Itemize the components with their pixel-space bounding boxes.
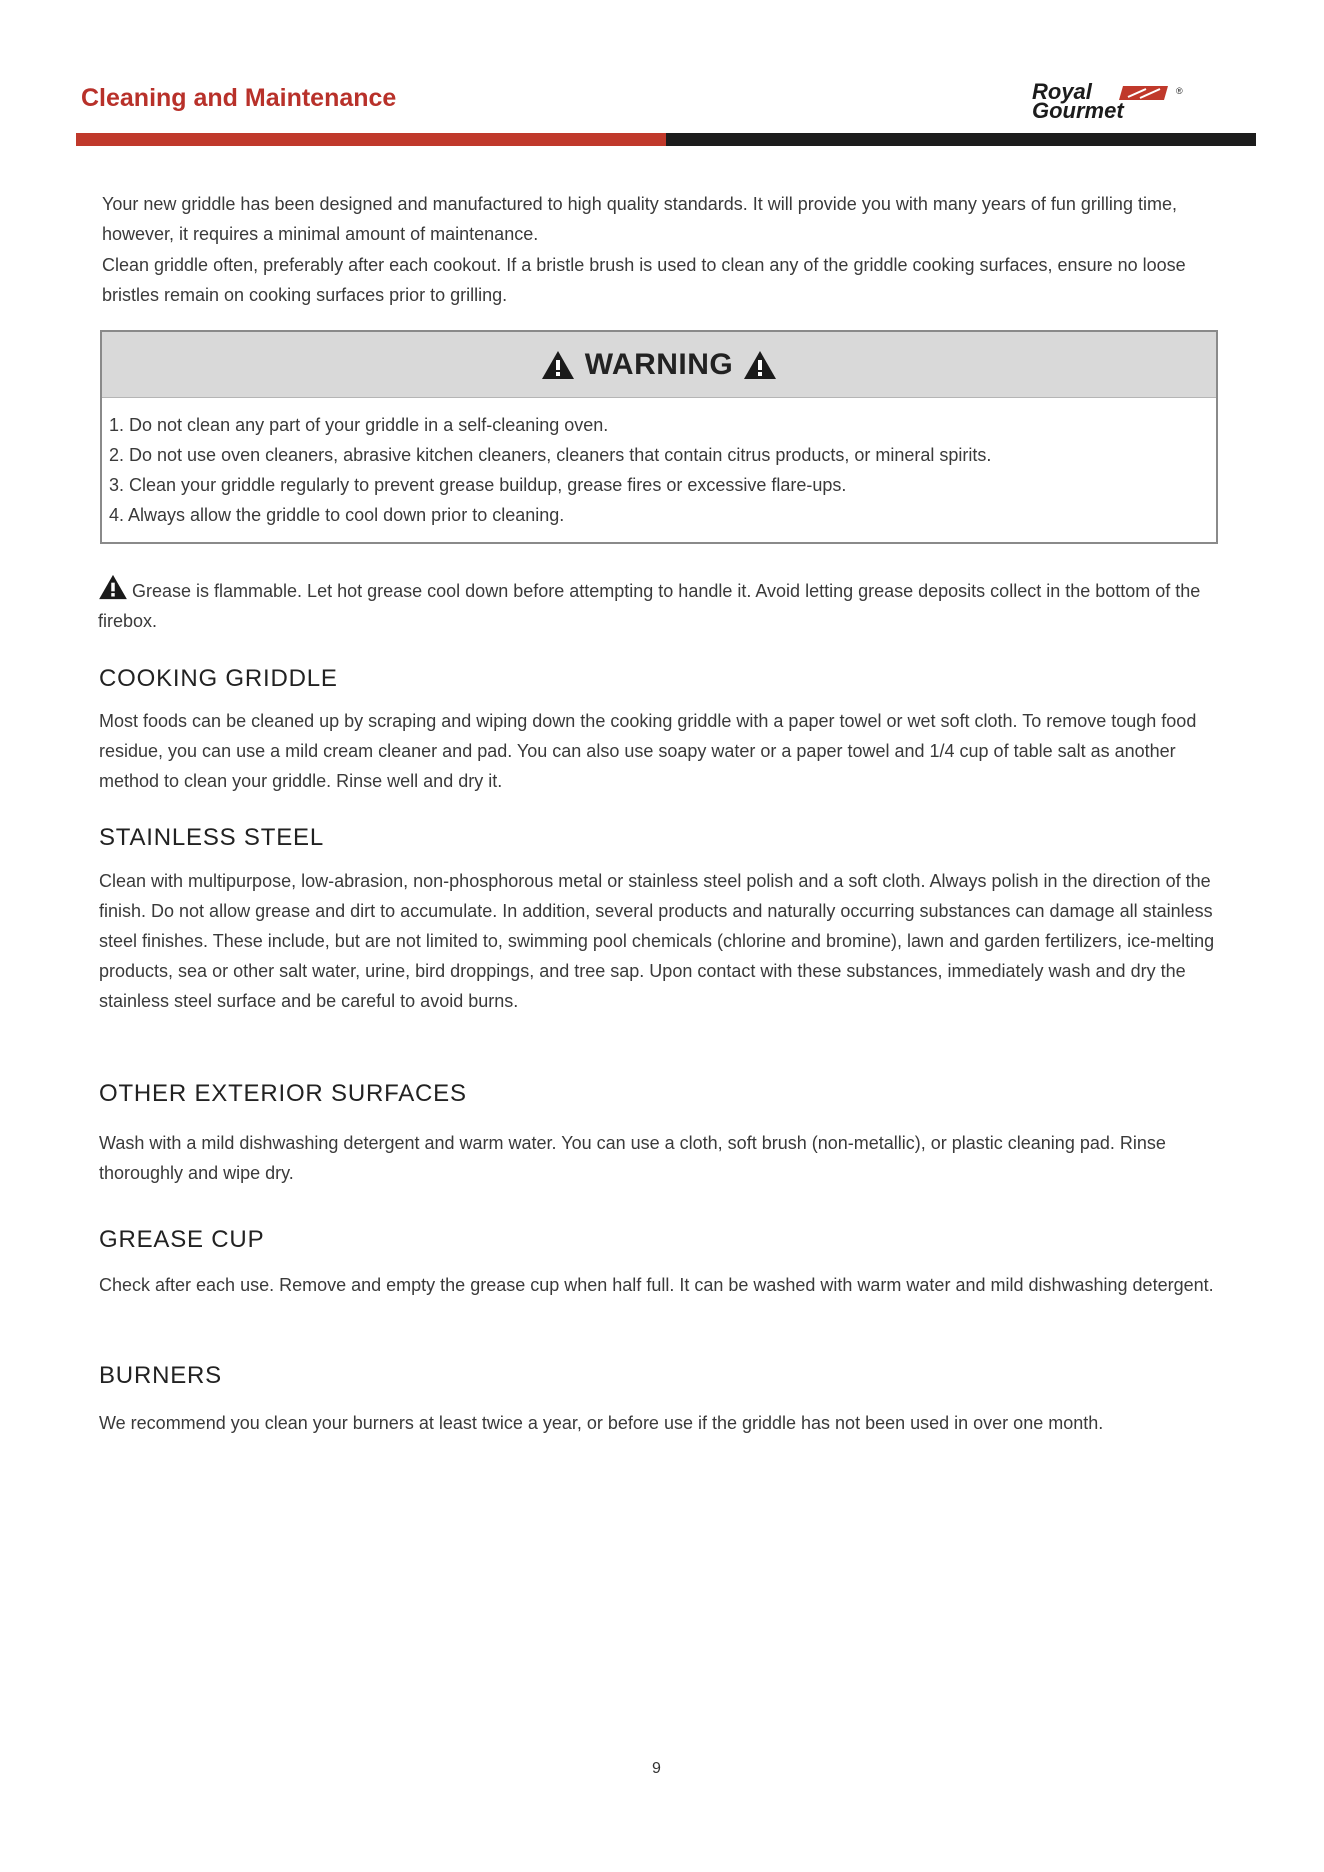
section-heading-burners: BURNERS <box>99 1362 222 1389</box>
warning-triangle-icon <box>541 350 575 380</box>
page-number: 9 <box>652 1760 661 1777</box>
header-divider-dark <box>666 133 1256 146</box>
section-heading-grease-cup: GREASE CUP <box>99 1226 265 1253</box>
section-heading-other-exterior: OTHER EXTERIOR SURFACES <box>99 1080 467 1107</box>
intro-paragraph-1: Your new griddle has been designed and manufactured to high quality standards. It will provide you with many years of fun grilling time, however, it requires a minimal amount of maintenance. <box>102 194 1177 244</box>
royal-gourmet-logo <box>1028 82 1238 122</box>
logo-flag-icon <box>1119 86 1168 100</box>
warning-item: 2. Do not use oven cleaners, abrasive kitchen cleaners, cleaners that contain citrus products, or mineral spirits. <box>109 445 992 465</box>
warning-item: 1. Do not clean any part of your griddle in a self-cleaning oven. <box>109 415 609 435</box>
header-divider <box>76 133 1256 146</box>
section-text-stainless-steel: Clean with multipurpose, low-abrasion, non-phosphorous metal or stainless steel polish and a soft cloth. Always polish in the direction of the finish. Do not allow grease and dirt to accumulate. In addition, several products and naturally occurring substances can damage all stainless steel finishes. These include, but are not limited to, swimming pool chemicals (chlorine and bromine), lawn and garden fertilizers, ice-melting products, sea or other salt water, urine, bird droppings, and tree sap. Upon contact with these substances, immediately wash and dry the stainless steel surface and be careful to avoid burns. <box>99 871 1215 1011</box>
warning-box <box>100 330 1218 544</box>
intro-paragraph-2: Clean griddle often, preferably after each cookout. If a bristle brush is used to clean any of the griddle cooking surfaces, ensure no loose bristles remain on cooking surfaces prior to grilling. <box>102 255 1186 305</box>
grease-warning-text: Grease is flammable. Let hot grease cool down before attempting to handle it. Avoid letting grease deposits collect in the bottom of the firebox. <box>98 581 1201 631</box>
page-title: Cleaning and Maintenance <box>81 84 397 112</box>
warning-list <box>102 398 1216 530</box>
warning-item: 4. Always allow the griddle to cool down prior to cleaning. <box>109 505 565 525</box>
section-heading-cooking-griddle: COOKING GRIDDLE <box>99 665 338 692</box>
grease-warning-note <box>98 574 1228 636</box>
section-text-cooking-griddle: Most foods can be cleaned up by scraping and wiping down the cooking griddle with a paper towel or wet soft cloth. To remove tough food residue, you can use a mild cream cleaner and pad. You can also use soapy water or a paper towel and 1/4 cup of table salt as another method to clean your griddle. Rinse well and dry it. <box>99 711 1197 791</box>
logo-text-top: Royal <box>1032 82 1092 104</box>
section-text-burners: We recommend you clean your burners at least twice a year, or before use if the griddle has not been used in over one month. <box>99 1413 1104 1433</box>
warning-item: 3. Clean your griddle regularly to prevent grease buildup, grease fires or excessive flare-ups. <box>109 475 847 495</box>
logo-registered-mark: ® <box>1176 86 1183 96</box>
header-divider-red <box>76 133 666 146</box>
warning-header <box>102 332 1216 398</box>
warning-triangle-icon <box>743 350 777 380</box>
logo-text-bottom: Gourmet <box>1032 98 1124 122</box>
section-heading-stainless-steel: STAINLESS STEEL <box>99 824 324 851</box>
warning-triangle-icon <box>98 574 128 600</box>
section-text-other-exterior: Wash with a mild dishwashing detergent and warm water. You can use a cloth, soft brush (non-metallic), or plastic cleaning pad. Rinse thoroughly and wipe dry. <box>99 1133 1166 1183</box>
warning-title: WARNING <box>584 347 734 381</box>
section-text-grease-cup: Check after each use. Remove and empty the grease cup when half full. It can be washed with warm water and mild dishwashing detergent. <box>99 1275 1214 1295</box>
